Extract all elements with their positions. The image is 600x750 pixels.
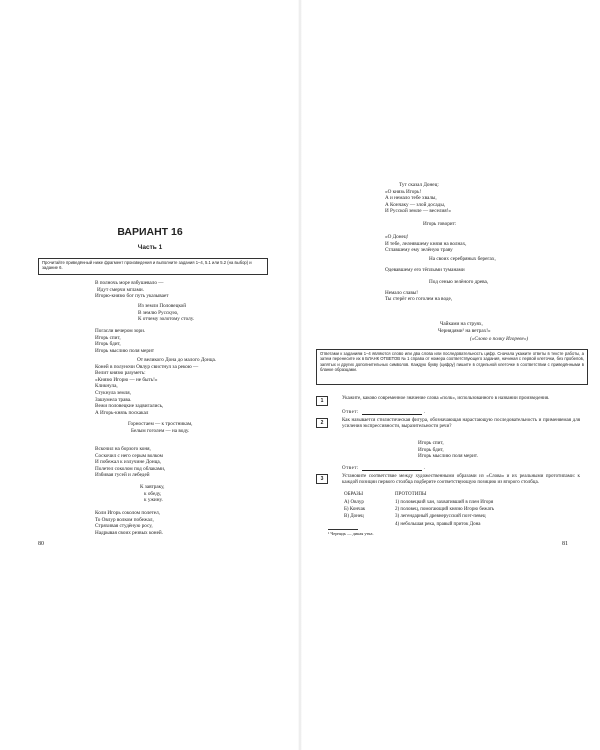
task-text: Укажите, каково современное значение слова «полк», использованного в названии произведения. bbox=[342, 396, 550, 401]
prototypes-list bbox=[395, 499, 494, 528]
poem-stanza bbox=[128, 421, 192, 434]
poem-stanza bbox=[440, 321, 491, 334]
poem-line: А Кончаку — злой досады, bbox=[385, 201, 446, 208]
poem-line: Коли Игорь соколом полетел, bbox=[95, 510, 160, 516]
answers-instruction-text: Ответами к заданиям 1–4 являются слово или два слова или последовательность цифр. Сначала укажите ответы в тексте работы, а затем перенесите их в БЛАНК ОТВЕТОВ № 1 справа от номера соответствующего задания, начиная с первой клеточки, без пробелов, запятых и других дополнительных символов. Каждую букву (цифру) пишите в отдельной клеточке в соответствии с приведёнными в бланке образцами. bbox=[320, 351, 584, 373]
quote-line: Игорь спит, bbox=[418, 440, 444, 446]
poem-line: И тебе, лелеявшему князя на волнах, bbox=[385, 240, 467, 247]
poem-line: «О Донец! bbox=[385, 234, 409, 240]
poem-line: Горностаем — к тростникам, bbox=[128, 421, 193, 427]
poem-stanza bbox=[385, 279, 488, 303]
prototype-item: 4) небольшая река, правый приток Дона bbox=[395, 521, 481, 527]
poem-line: Избивая гусей и лебедей bbox=[95, 472, 150, 479]
quote-line: Игорь бдит, bbox=[418, 446, 444, 453]
answers-instruction-box bbox=[316, 349, 588, 385]
poem-line: К завтраку, bbox=[140, 484, 165, 490]
task-text: Как называется стилистическая фигура, обозначающая нарастающую последовательность и применяемая для усиления экспрессивности, выразительности речи? bbox=[342, 418, 580, 430]
poem-line: Игорь мыслию поля мерит bbox=[95, 347, 154, 354]
poem-line: Кликнула, bbox=[95, 383, 118, 390]
poem-line: Игорь говорит: bbox=[423, 221, 457, 227]
poem-line: Зашумела трава. bbox=[95, 396, 132, 403]
part-title: Часть 1 bbox=[137, 244, 163, 251]
poem-line: Погасли вечером зори. bbox=[95, 328, 146, 334]
poem-line: Стряхивая студёную росу, bbox=[95, 523, 153, 530]
task-number: 3 bbox=[316, 474, 328, 484]
poem-line: Чайками на струях, bbox=[440, 321, 483, 327]
poem-line: Одевавшему его тёплыми туманами bbox=[385, 266, 465, 273]
poem-stanza bbox=[385, 256, 496, 273]
task-quote bbox=[418, 440, 478, 460]
poem-line: к ужину. bbox=[144, 497, 163, 504]
answer-label: Ответ: bbox=[342, 410, 359, 415]
poem-line: Вскочил на борзого коня, bbox=[95, 446, 151, 452]
task-number: 2 bbox=[316, 418, 328, 428]
poem-line: То Овлур волком побежал, bbox=[95, 516, 154, 523]
poem-stanza bbox=[385, 234, 466, 254]
footnote-rule bbox=[328, 529, 358, 530]
poem-line: Тут сказал Донец: bbox=[399, 182, 439, 188]
poem-line: И побежал к излучине Донца, bbox=[95, 459, 161, 466]
poem-line: Немало славы! bbox=[385, 289, 418, 296]
poem-stanza bbox=[138, 303, 194, 323]
book-gutter bbox=[298, 0, 302, 750]
poem-line: Вежи половецкие задвигались, bbox=[95, 403, 164, 410]
task-number: 1 bbox=[316, 396, 328, 406]
poem-line: В полночь море взбушевало — bbox=[95, 280, 164, 286]
poem-line: Из земли Половецкой bbox=[138, 303, 186, 309]
poem-stanza bbox=[95, 357, 216, 416]
poem-line: В землю Русскую, bbox=[138, 309, 179, 316]
poem-line: Игорю-князю бог путь указывает bbox=[95, 293, 169, 300]
poem-stanza bbox=[95, 280, 169, 300]
image-item: Б) Кончак bbox=[344, 507, 366, 513]
answer-field[interactable] bbox=[362, 414, 422, 415]
answer-label: Ответ: bbox=[342, 466, 359, 471]
poem-stanza bbox=[95, 328, 154, 354]
page-number: 81 bbox=[562, 541, 568, 547]
variant-title: ВАРИАНТ 16 bbox=[117, 226, 183, 238]
poem-line: А Игорь-князь поскакал bbox=[95, 409, 149, 416]
poem-line: Коней в полуночи Овлур свистнул за рекою — bbox=[95, 363, 199, 370]
poem-line: Игорь бдит, bbox=[95, 341, 121, 348]
footnote: ¹ Чернядь — дикая утка. bbox=[328, 531, 374, 536]
image-item: А) Овлур bbox=[344, 500, 364, 505]
poem-line: Соскочил с него серым волком bbox=[95, 452, 163, 459]
prototype-item: 3) легендарный древнерусский поэт-певец bbox=[395, 514, 486, 520]
poem-line: А и немало тебе хвалы, bbox=[385, 195, 437, 202]
page-number: 80 bbox=[38, 541, 44, 547]
poem-line: Полетел соколом под облаками, bbox=[95, 465, 166, 472]
poem-line: к обеду, bbox=[144, 490, 162, 497]
quote-line: Игорь мыслию поля мерит. bbox=[418, 453, 478, 460]
right-page bbox=[300, 0, 600, 750]
poem-line: Стукнула земля, bbox=[95, 389, 131, 396]
task-text: Установите соответствие между художественными образами из «Слова» и их реальными прототипами: к каждой позиции первого столбца подберите соответствующую позицию из второго столбца. bbox=[342, 474, 580, 486]
poem-line: К отчему золотому столу. bbox=[138, 316, 195, 323]
poem-line: На своих серебряных берегах, bbox=[429, 256, 496, 262]
poem-line: Велит князю разуметь: bbox=[95, 370, 146, 377]
poem-stanza bbox=[95, 510, 163, 536]
images-column-header: ОБРАЗЫ bbox=[344, 492, 363, 497]
poem-line: «Князю Игорю — не быть!» bbox=[95, 376, 158, 383]
poem-stanza bbox=[140, 484, 164, 504]
poem-stanza bbox=[423, 221, 456, 228]
poem-line: Надрывая своих резвых коней. bbox=[95, 529, 163, 536]
prototype-item: 1) половецкий хан, захвативший в плен Игоря bbox=[395, 500, 494, 505]
instruction-box bbox=[38, 258, 268, 275]
answer-line: Ответ: . bbox=[342, 410, 426, 415]
poem-line: От великого Дона до малого Донца. bbox=[137, 357, 217, 363]
poem-line: «О князь Игорь! bbox=[385, 188, 422, 195]
answer-field[interactable] bbox=[362, 470, 422, 471]
source-citation: («Слово о полку Игореве») bbox=[470, 336, 529, 342]
images-list bbox=[344, 499, 365, 521]
poem-line: Чернядями¹ на ветрах!» bbox=[438, 327, 491, 334]
poem-line: Идут смерчи мглами. bbox=[97, 286, 144, 293]
poem-line: Ты стерёг его гоголем на воде, bbox=[385, 296, 453, 303]
poem-line: Игорь спит, bbox=[95, 334, 121, 341]
instruction-text: Прочитайте приведённый ниже фрагмент произведения и выполните задания 1–4, 5.1 или 5.2 (на выбор) и задание 6. bbox=[42, 260, 252, 271]
poem-line: Стлавшему ему зелёную траву bbox=[385, 247, 453, 254]
answer-line: Ответ: . bbox=[342, 466, 426, 471]
poem-stanza bbox=[95, 446, 165, 479]
poem-stanza bbox=[385, 182, 451, 215]
prototypes-column-header: ПРОТОТИПЫ bbox=[395, 492, 427, 497]
prototype-item: 2) половец, помогающий князю Игорю бежать bbox=[395, 507, 495, 513]
poem-line: Белым гоголем — на воду. bbox=[131, 427, 190, 434]
poem-line: И Русской земле — веселия!» bbox=[385, 208, 451, 215]
image-item: В) Донец bbox=[344, 514, 364, 520]
poem-line: Под сенью зелёного древа, bbox=[429, 279, 489, 285]
